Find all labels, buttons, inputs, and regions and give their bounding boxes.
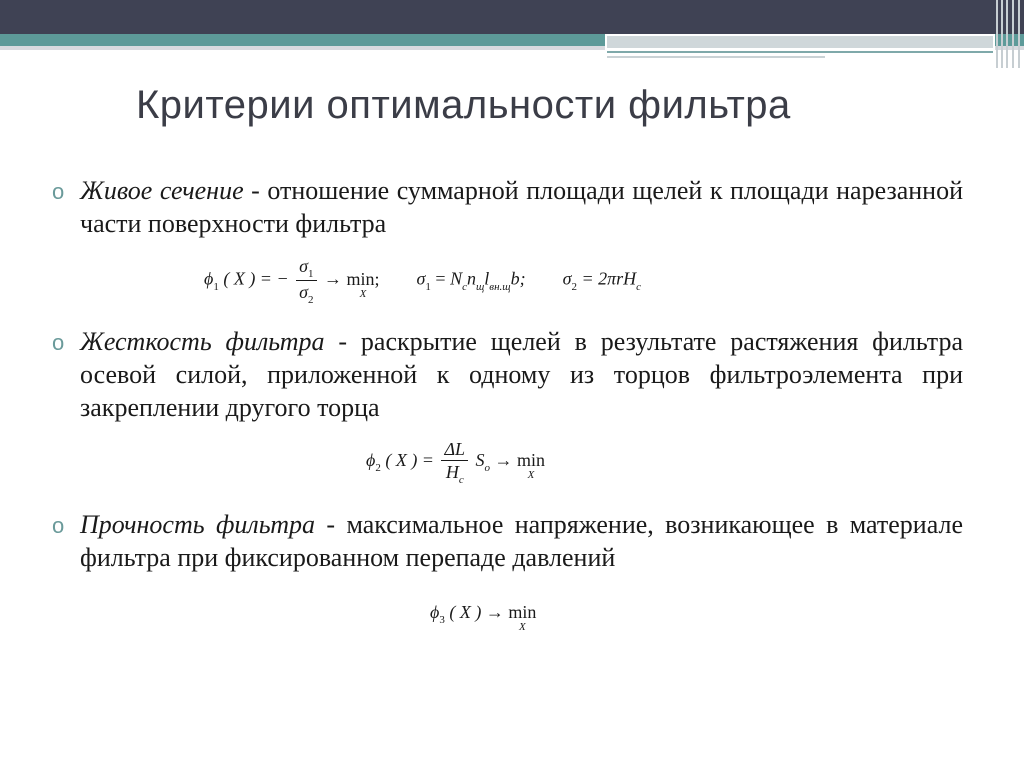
header-dark-band <box>0 0 1024 34</box>
formula-phi1 <box>204 255 641 306</box>
var-l: l <box>484 268 490 289</box>
header-vertical-line <box>1012 0 1014 68</box>
bullet-filter-stiffness <box>52 325 963 424</box>
min-operator <box>508 602 537 633</box>
min-label: min <box>508 602 537 622</box>
slide-title: Критерии оптимальности фильтра <box>136 83 791 127</box>
min-under: X <box>359 287 367 300</box>
header-vertical-line <box>996 0 998 68</box>
bullet-circle-icon: o <box>52 513 65 538</box>
min-under: X <box>527 469 535 482</box>
formula-symbol: ϕ <box>430 602 440 622</box>
bullet-circle-icon: o <box>52 179 65 204</box>
var-n: n <box>466 268 476 289</box>
arrow-icon: → <box>494 450 513 471</box>
header-accent-line <box>607 51 993 53</box>
header-accent-line-short <box>607 56 825 58</box>
min-label: min <box>517 450 546 471</box>
fraction-denominator <box>296 281 316 306</box>
formula-argument: ( X ) <box>449 602 482 622</box>
header-tab-fill <box>607 36 993 48</box>
bullet-filter-strength <box>52 508 963 574</box>
var-S: S <box>475 450 485 471</box>
formula-argument: ( X ) = <box>385 450 434 471</box>
min-operator <box>346 268 380 300</box>
var-l-sub: вн.щ <box>489 280 511 293</box>
formula-symbol: ϕ <box>204 268 214 289</box>
bullet-term: Живое сечение <box>80 176 244 205</box>
denominator-symbol: H <box>445 462 459 482</box>
sigma2-rhs-sub: c <box>636 280 642 293</box>
fraction-denominator <box>441 461 468 486</box>
header-vertical-line <box>1006 0 1008 68</box>
formula-phi2 <box>366 438 545 486</box>
fraction-numerator <box>296 255 316 281</box>
denominator-subscript: 2 <box>308 294 314 306</box>
var-N-sub: c <box>462 280 467 293</box>
denominator-subscript: c <box>458 474 464 486</box>
header-vertical-line <box>1001 0 1003 68</box>
sigma2-symbol: σ <box>562 268 572 289</box>
sigma1-subscript: 1 <box>425 280 431 293</box>
sigma1-symbol: σ <box>416 268 426 289</box>
bullet-text: - раскрытие щелей в результате растяжения фильтра осевой силой, приложенной к одному из торцов фильтроэлемента при закреплении другого торца <box>80 327 963 422</box>
var-n-sub: щ <box>475 280 485 293</box>
formula-phi3 <box>430 602 537 633</box>
min-under: X <box>518 621 526 633</box>
fraction-numerator: ΔL <box>441 438 468 461</box>
bullet-term: Прочность фильтра <box>80 510 316 539</box>
min-operator <box>517 450 546 482</box>
sigma2-subscript: 2 <box>571 280 577 293</box>
var-N: N <box>450 268 463 289</box>
header-vertical-line <box>1018 0 1020 68</box>
arrow-icon: → <box>485 602 504 622</box>
min-label: min; <box>346 268 380 289</box>
bullet-circle-icon: o <box>52 330 65 355</box>
formula-subscript: 3 <box>439 614 445 626</box>
var-b: b; <box>510 268 526 289</box>
denominator-symbol: σ <box>299 282 308 302</box>
formula-subscript: 2 <box>375 462 381 475</box>
numerator-symbol: σ <box>299 256 308 276</box>
formula-symbol: ϕ <box>366 450 376 471</box>
bullet-term: Жесткость фильтра <box>80 327 325 356</box>
var-S-sub: o <box>484 462 491 475</box>
formula-fraction <box>296 255 316 306</box>
formula-fraction <box>441 438 468 486</box>
formula-subscript: 1 <box>213 280 219 293</box>
arrow-icon: → <box>324 268 342 289</box>
bullet-text: - отношение суммарной площади щелей к площади нарезанной части поверхности фильтра <box>80 176 963 238</box>
formula-argument: ( X ) = − <box>223 268 289 289</box>
sigma2-rhs: = 2πrH <box>576 268 637 289</box>
numerator-subscript: 1 <box>308 268 314 280</box>
bullet-live-section <box>52 174 963 240</box>
bullet-text: - максимальное напряжение, возникающее в материале фильтра при фиксированном перепаде давлений <box>80 510 963 572</box>
equals-sign: = <box>430 268 451 289</box>
